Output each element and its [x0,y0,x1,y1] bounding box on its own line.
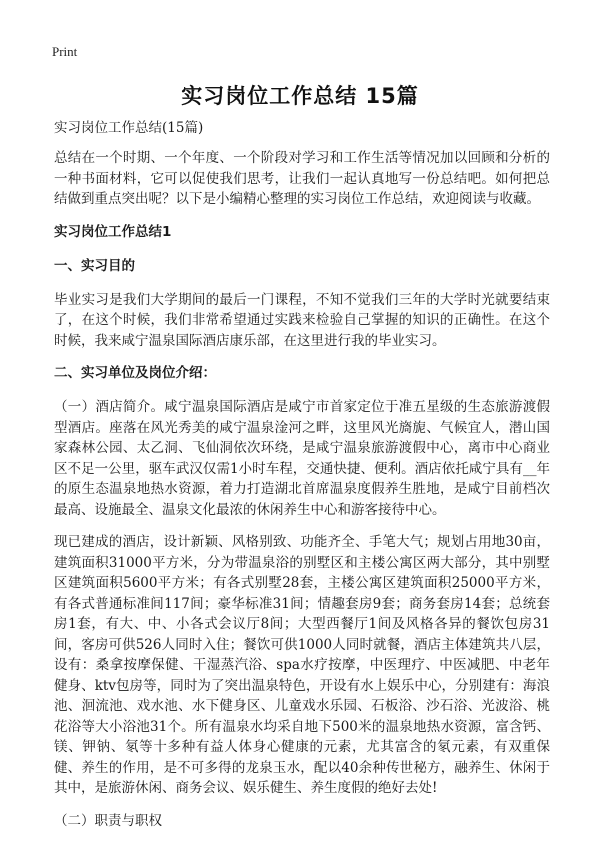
document-body [54,118,550,843]
document-subtitle: 实习岗位工作总结(15篇) [54,120,204,136]
heading-unit-and-position: 二、实习单位及岗位介绍： [54,365,216,381]
page-title: 实习岗位工作总结 15篇 [181,84,419,108]
paragraph-hotel-facilities: 现已建成的酒店，设计新颖、风格别致、功能齐全、手笔大气；规划占用地30亩，建筑面积31000平方米，分为带温泉浴的别墅区和主楼公寓区两大部分，其中别墅区建筑面积5600平方米；有各式别墅28套，主楼公寓区建筑面积25000平方米，有各式普通标准间117间；豪华标准31间；情趣套房9套；商务套房14套；总统套房1套，有大、中、小各式会议厅8间；大型西餐厅1间及风格各异的餐饮包房31间，客房可供526人同时入住；餐饮可供1000人同时就餐，酒店主体建筑共八层，设有：桑拿按摩保健、干湿蒸汽浴、spa水疗按摩，中医理疗、中医减肥、中老年健身、ktv包房等，同时为了突出温泉特色，开设有水上娱乐中心，分别建有：海浪池、洄流池、戏水池、水下健身区、儿童戏水乐园、石板浴、沙石浴、光波浴、桃花浴等大小浴池31个。所有温泉水均采自地下500米的温泉地热水资源，富含钙、镁、钾钠、氡等十多种有益人体身心健康的元素，尤其富含的氡元素，有双重保健、养生的作用，是不可多得的龙泉玉水，配以40余种传世秘方，融养生、休闲于其中，是旅游休闲、商务会议、娱乐健生、养生度假的绝好去处! [54,534,550,796]
paragraph-purpose: 毕业实习是我们大学期间的最后一门课程，不知不觉我们三年的大学时光就要结束了，在这个时候，我们非常希望通过实践来检验自己掌握的知识的正确性。在这个时候，我来咸宁温泉国际酒店康乐部，在这里进行我的毕业实习。 [54,291,550,349]
print-link[interactable]: Print [52,44,78,59]
intro-paragraph: 总结在一个时期、一个年度、一个阶段对学习和工作生活等情况加以回顾和分析的一种书面材料，它可以促使我们思考，让我们一起认真地写一份总结吧。如何把总结做到重点突出呢？以下是小编精心整理的实习岗位工作总结，欢迎阅读与收藏。 [54,150,550,207]
paragraph-hotel-intro: （一）酒店简介。咸宁温泉国际酒店是咸宁市首家定位于准五星级的生态旅游渡假型酒店。座落在风光秀美的咸宁温泉淦河之畔，这里风光旖旎、气候宜人，潜山国家森林公园、太乙洞、飞仙洞依次环绕，是咸宁温泉旅游渡假中心，离市中心商业区不足一公里，驱车武汉仅需1小时车程，交通快捷、便利。酒店依托咸宁具有__年的原生态温泉地热水资源，着力打造湖北首席温泉度假养生胜地，是咸宁目前档次最高、设施最全、温泉文化最浓的休闲养生中心和游客接待中心。 [54,399,550,518]
section-title: 实习岗位工作总结1 [54,223,172,240]
paragraph-duties: （二）职责与职权 [54,812,162,829]
heading-internship-purpose: 一、实习目的 [54,257,135,274]
